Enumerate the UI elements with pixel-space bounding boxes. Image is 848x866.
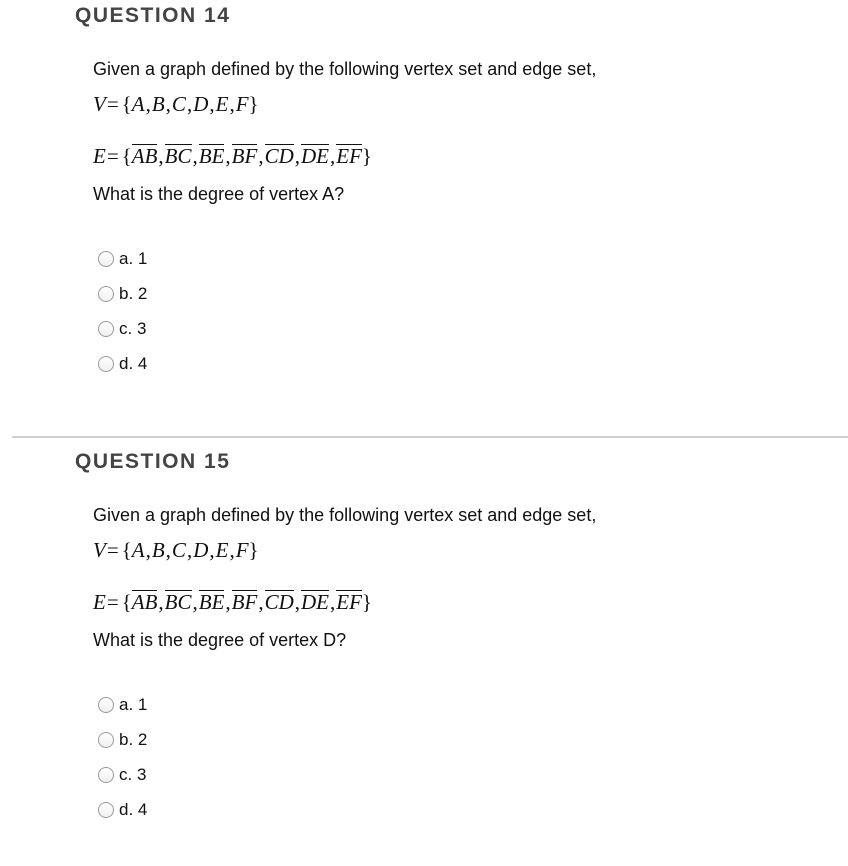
edge: BF	[231, 144, 258, 168]
vertex: B	[151, 538, 165, 562]
vertex-set: V= {A,B,C,D,E,F}	[93, 92, 259, 116]
radio-button[interactable]	[98, 697, 114, 713]
open-brace: {	[121, 538, 132, 562]
vertex: D	[193, 92, 209, 116]
edge-set-lhs: E	[93, 590, 106, 614]
vertex: F	[235, 538, 249, 562]
edge: CD	[264, 144, 294, 168]
option-a[interactable]	[98, 687, 147, 722]
question-prompt: Given a graph defined by the following vertex set and edge set,	[93, 505, 597, 525]
radio-button[interactable]	[98, 356, 114, 372]
option-a[interactable]	[98, 241, 147, 276]
radio-button[interactable]	[98, 321, 114, 337]
open-brace: {	[121, 144, 132, 168]
radio-button[interactable]	[98, 732, 114, 748]
answer-options	[98, 241, 147, 381]
vertex: E	[215, 92, 229, 116]
option-label: a. 1	[119, 248, 148, 268]
vertex: C	[171, 538, 186, 562]
vertex: A	[131, 538, 145, 562]
option-label: b. 2	[119, 729, 148, 749]
radio-button[interactable]	[98, 286, 114, 302]
open-brace: {	[121, 92, 132, 116]
edge: BC	[164, 144, 192, 168]
close-brace: }	[248, 92, 259, 116]
option-c[interactable]	[98, 311, 147, 346]
option-b[interactable]	[98, 722, 147, 757]
edge: EF	[336, 590, 362, 614]
close-brace: }	[248, 538, 259, 562]
vertex: C	[171, 92, 186, 116]
option-label: d. 4	[119, 799, 148, 819]
option-label: a. 1	[119, 694, 148, 714]
option-d[interactable]	[98, 792, 147, 827]
open-brace: {	[121, 590, 132, 614]
equals-sign: =	[106, 590, 119, 614]
question-prompt: Given a graph defined by the following vertex set and edge set,	[93, 59, 597, 79]
option-c[interactable]	[98, 757, 147, 792]
edge: BE	[198, 144, 225, 168]
edge-set: E= {AB,BC,BE,BF,CD,DE,EF}	[93, 144, 373, 168]
vertex: A	[131, 92, 145, 116]
option-label: c. 3	[119, 764, 147, 784]
edge: BE	[198, 590, 225, 614]
edge: DE	[301, 144, 330, 168]
question-text: What is the degree of vertex D?	[93, 630, 347, 650]
vertex-set-lhs: V	[93, 538, 106, 562]
edge: CD	[264, 590, 294, 614]
option-label: d. 4	[119, 353, 148, 373]
question-title: QUESTION 14	[75, 4, 231, 27]
edge: BF	[231, 590, 258, 614]
close-brace: }	[361, 144, 373, 168]
answer-options	[98, 687, 147, 827]
radio-button[interactable]	[98, 767, 114, 783]
edge: EF	[336, 144, 362, 168]
question-title: QUESTION 15	[75, 450, 231, 473]
option-b[interactable]	[98, 276, 147, 311]
vertex: D	[193, 538, 209, 562]
edge: BC	[164, 590, 192, 614]
close-brace: }	[361, 590, 373, 614]
edge-set: E= {AB,BC,BE,BF,CD,DE,EF}	[93, 590, 373, 614]
radio-button[interactable]	[98, 251, 114, 267]
question-divider	[12, 436, 848, 438]
option-label: b. 2	[119, 283, 148, 303]
vertex: B	[151, 92, 165, 116]
option-d[interactable]	[98, 346, 147, 381]
vertex: F	[235, 92, 249, 116]
vertex: E	[215, 538, 229, 562]
option-label: c. 3	[119, 318, 147, 338]
edge: DE	[301, 590, 330, 614]
equals-sign: =	[106, 144, 119, 168]
question-text: What is the degree of vertex A?	[93, 184, 345, 204]
edge: AB	[131, 144, 158, 168]
equals-sign: =	[106, 92, 119, 116]
vertex-set-lhs: V	[93, 92, 106, 116]
edge: AB	[131, 590, 158, 614]
equals-sign: =	[106, 538, 119, 562]
radio-button[interactable]	[98, 802, 114, 818]
vertex-set: V= {A,B,C,D,E,F}	[93, 538, 259, 562]
edge-set-lhs: E	[93, 144, 106, 168]
